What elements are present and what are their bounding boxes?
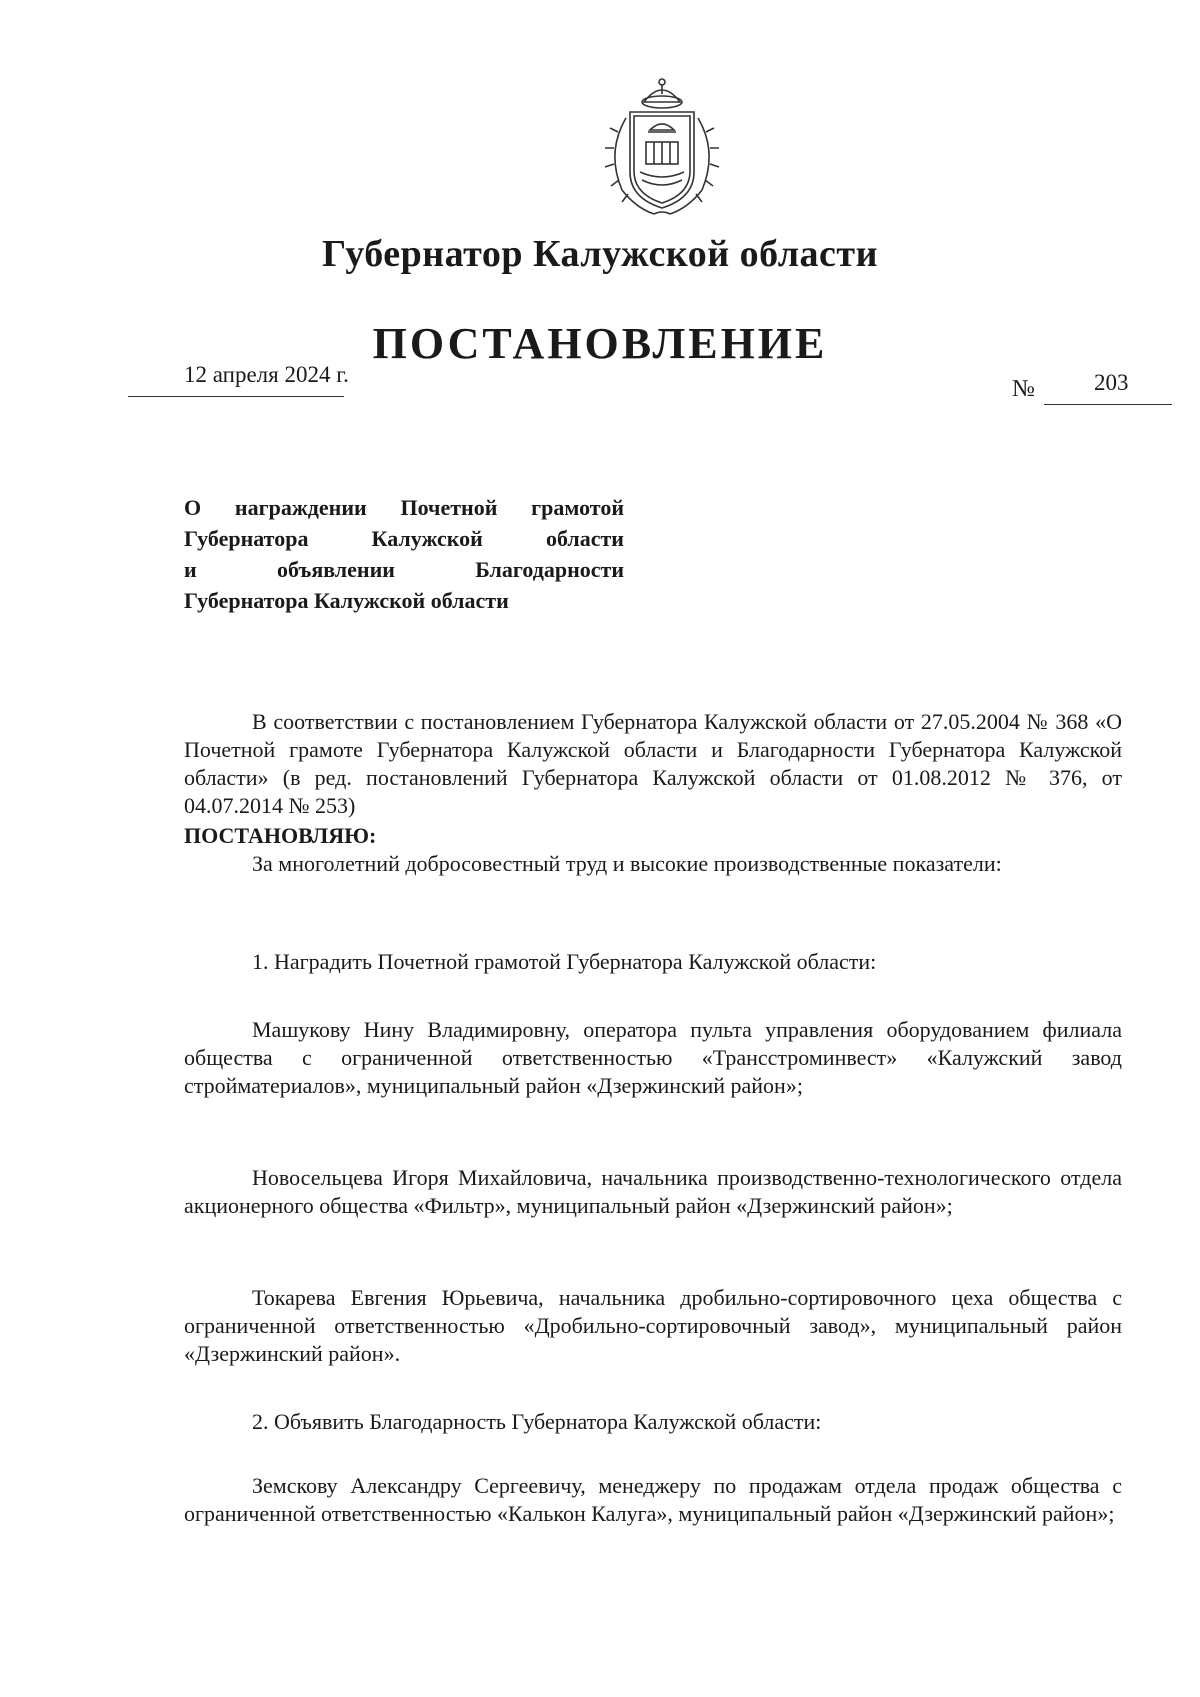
subject-line: О награждении Почетной грамотой — [184, 495, 624, 520]
reason-paragraph: За многолетний добросовестный труд и высокие производственные показатели: — [252, 851, 1002, 876]
item-1-title: 1. Наградить Почетной грамотой Губернатора Калужской области: — [252, 949, 877, 974]
preamble-paragraph: В соответствии с постановлением Губернатора Калужской области от 27.05.2004 № 368 «О Почетной грамоте Губернатора Калужской области и Благодарности Губернатора Калужской области» (в ред. постановлений Губернатора Калужской области от 01.08.2012 № 376, от 04.07.2014 № 253) — [184, 709, 1122, 818]
issuer-title: Губернатор Калужской области — [322, 233, 878, 275]
item-2-title: 2. Объявить Благодарность Губернатора Калужской области: — [252, 1409, 822, 1434]
coat-of-arms-emblem — [592, 72, 732, 218]
number-sign: № — [1012, 376, 1035, 402]
document-number: 203 — [1094, 370, 1129, 395]
subject-line: Губернатора Калужской области — [184, 526, 624, 551]
document-date: 12 апреля 2024 г. — [184, 362, 349, 387]
resolve-word: ПОСТАНОВЛЯЮ: — [184, 823, 377, 848]
awardee-paragraph: Новосельцева Игоря Михайловича, начальника производственно-технологического отдела акционерного общества «Фильтр», муниципальный район «Дзержинский район»; — [184, 1165, 1122, 1218]
subject-line: и объявлении Благодарности — [184, 557, 624, 582]
document-subject — [184, 492, 624, 616]
document-type-title: ПОСТАНОВЛЕНИЕ — [372, 319, 828, 368]
awardee-paragraph: Земскову Александру Сергеевичу, менеджеру по продажам отдела продаж общества с ограниченной ответственностью «Калькон Калуга», муниципальный район «Дзержинский район»; — [184, 1473, 1122, 1526]
subject-line: Губернатора Калужской области — [184, 588, 509, 613]
number-underline — [1044, 404, 1172, 405]
awardee-paragraph: Машукову Нину Владимировну, оператора пульта управления оборудованием филиала общества с ограниченной ответственностью «Трансстроминвест» «Калужский завод стройматериалов», муниципальный район «Дзержинский район»; — [184, 1017, 1122, 1098]
date-underline — [128, 396, 344, 397]
awardee-paragraph: Токарева Евгения Юрьевича, начальника дробильно-сортировочного цеха общества с ограниченной ответственностью «Дробильно-сортировочный завод», муниципальный район «Дзержинский район». — [184, 1285, 1122, 1366]
